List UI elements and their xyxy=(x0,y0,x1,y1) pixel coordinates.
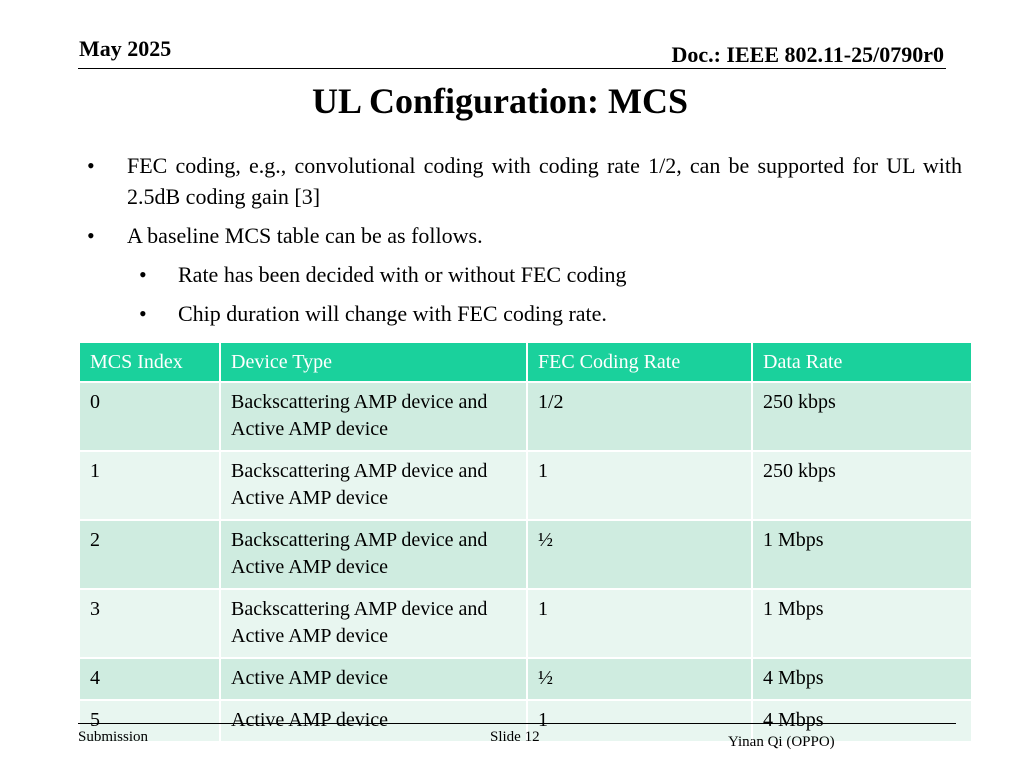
cell-mcs-index: 5 xyxy=(79,700,220,742)
column-header-data-rate: Data Rate xyxy=(752,342,972,382)
cell-mcs-index: 4 xyxy=(79,658,220,700)
bullet-item xyxy=(87,150,962,212)
table-row xyxy=(79,589,972,658)
cell-data-rate: 1 Mbps xyxy=(752,520,972,589)
cell-data-rate: 4 Mbps xyxy=(752,700,972,742)
cell-device-type: Backscattering AMP device and Active AMP device xyxy=(220,451,527,520)
bullet-text: A baseline MCS table can be as follows. xyxy=(127,223,483,248)
table-header-row xyxy=(79,342,972,382)
bullet-dot-icon: • xyxy=(139,262,147,287)
cell-fec-coding-rate: ½ xyxy=(527,520,752,589)
cell-fec-coding-rate: 1/2 xyxy=(527,382,752,451)
bullet-dot-icon: • xyxy=(139,301,147,326)
cell-mcs-index: 0 xyxy=(79,382,220,451)
header-doc-id: Doc.: IEEE 802.11-25/0790r0 xyxy=(671,42,944,67)
footer-author: Yinan Qi (OPPO) xyxy=(728,734,835,750)
cell-device-type: Backscattering AMP device and Active AMP device xyxy=(220,520,527,589)
table-row xyxy=(79,658,972,700)
bullet-list xyxy=(87,150,962,337)
footer-slide-number: Slide 12 xyxy=(490,729,540,745)
column-header-mcs-index: MCS Index xyxy=(79,342,220,382)
subbullet-text: Chip duration will change with FEC coding rate. xyxy=(178,301,607,326)
bullet-text: FEC coding, e.g., convolutional coding with coding rate 1/2, can be supported for UL with 2.5dB coding gain [3] xyxy=(127,153,962,209)
cell-device-type: Backscattering AMP device and Active AMP device xyxy=(220,382,527,451)
subbullet-text: Rate has been decided with or without FEC coding xyxy=(178,262,627,287)
cell-device-type: Active AMP device xyxy=(220,658,527,700)
slide-title: UL Configuration: MCS xyxy=(311,81,689,121)
header-date: May 2025 xyxy=(79,36,172,61)
cell-fec-coding-rate: 1 xyxy=(527,589,752,658)
cell-fec-coding-rate: 1 xyxy=(527,451,752,520)
table-row xyxy=(79,451,972,520)
bullet-item xyxy=(87,220,962,251)
cell-data-rate: 1 Mbps xyxy=(752,589,972,658)
footer-submission: Submission xyxy=(78,729,149,745)
mcs-table xyxy=(78,341,973,743)
cell-data-rate: 4 Mbps xyxy=(752,658,972,700)
cell-device-type: Active AMP device xyxy=(220,700,527,742)
cell-data-rate: 250 kbps xyxy=(752,382,972,451)
cell-mcs-index: 3 xyxy=(79,589,220,658)
cell-fec-coding-rate: ½ xyxy=(527,658,752,700)
subbullet-item xyxy=(87,298,962,329)
cell-mcs-index: 1 xyxy=(79,451,220,520)
column-header-device-type: Device Type xyxy=(220,342,527,382)
bullet-dot-icon: • xyxy=(87,153,95,178)
table-row xyxy=(79,520,972,589)
cell-device-type: Backscattering AMP device and Active AMP device xyxy=(220,589,527,658)
cell-fec-coding-rate: 1 xyxy=(527,700,752,742)
cell-data-rate: 250 kbps xyxy=(752,451,972,520)
footer-divider xyxy=(78,723,956,724)
subbullet-item xyxy=(87,259,962,290)
column-header-fec-coding-rate: FEC Coding Rate xyxy=(527,342,752,382)
bullet-dot-icon: • xyxy=(87,223,95,248)
table-row xyxy=(79,382,972,451)
header-divider xyxy=(78,68,946,69)
cell-mcs-index: 2 xyxy=(79,520,220,589)
